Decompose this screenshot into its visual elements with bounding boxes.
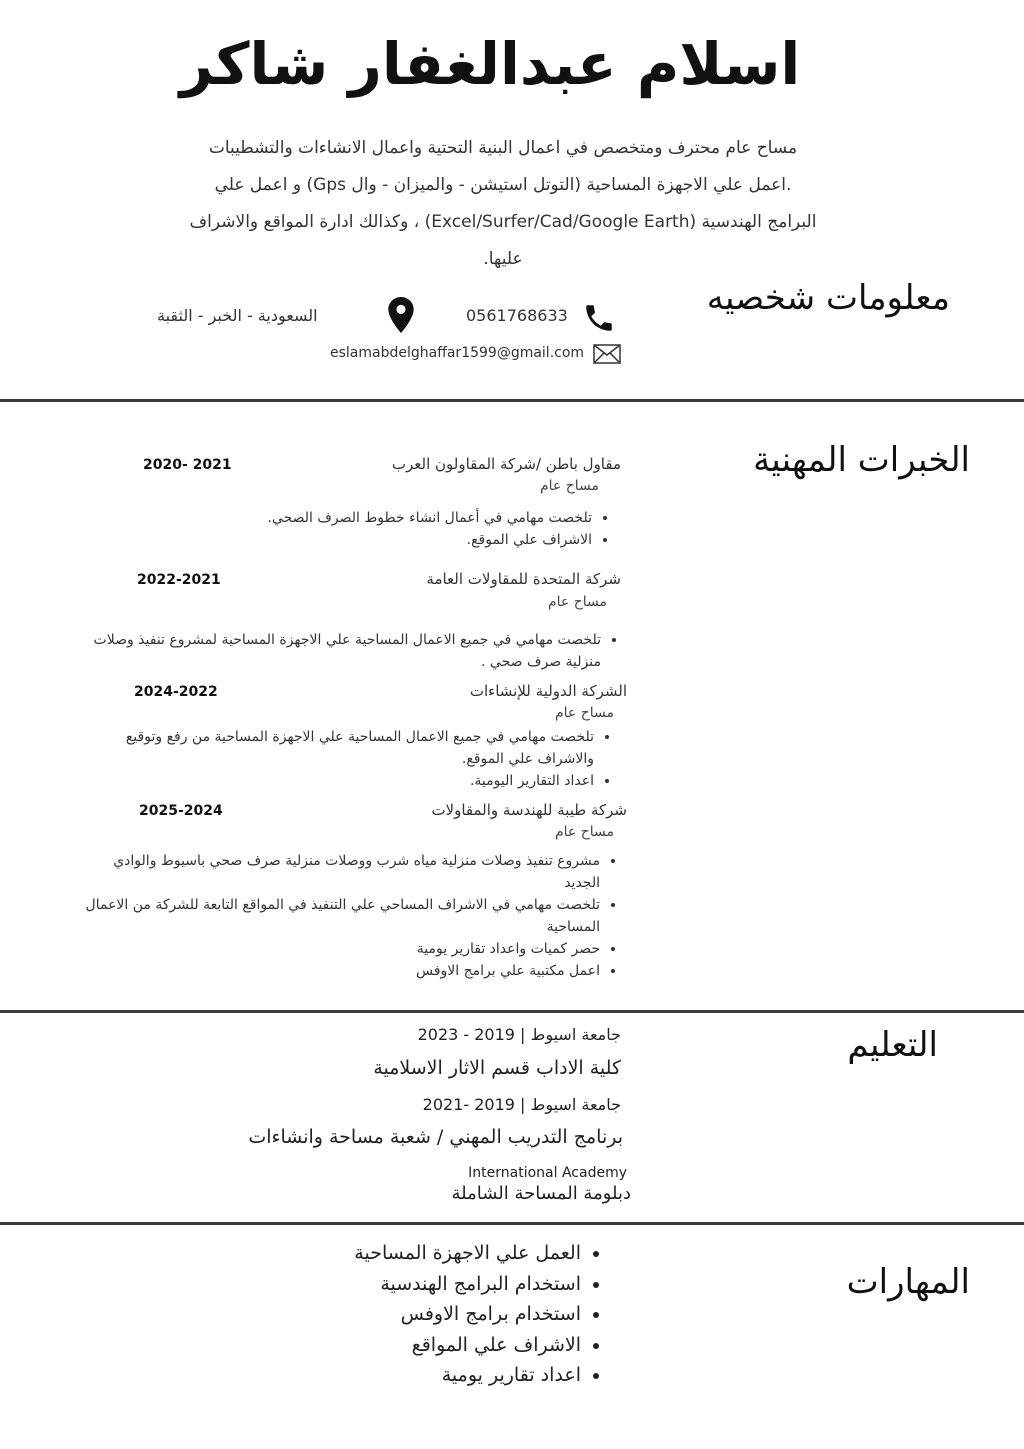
job-bullets bbox=[81, 629, 623, 673]
list-item: • حصر كميات واعداد تقارير يومية bbox=[80, 938, 600, 960]
section-divider bbox=[0, 1010, 1024, 1013]
education-school: International Academy bbox=[468, 1165, 627, 1181]
education-degree: كلية الاداب قسم الاثار الاسلامية bbox=[373, 1057, 621, 1079]
list-item: • استخدام برامج الاوفس bbox=[281, 1299, 581, 1330]
list-item: • تلخصت مهامي في أعمال انشاء خطوط الصرف الصحي. bbox=[212, 507, 592, 529]
education-degree: برنامج التدريب المهني / شعبة مساحة وانشاءات bbox=[248, 1126, 623, 1148]
location-text: السعودية - الخبر - الثقبة bbox=[157, 306, 318, 325]
list-item: • الاشراف علي الموقع. bbox=[212, 529, 592, 551]
job-bullets bbox=[212, 507, 614, 551]
job-role: مساح عام bbox=[539, 478, 599, 494]
location-pin-icon bbox=[388, 297, 414, 333]
list-item: • اعداد التقارير اليومية. bbox=[74, 770, 594, 792]
summary-line: البرامج الهندسية (Excel/Surfer/Cad/Google Earth) ، وكذالك ادارة المواقع والاشراف bbox=[189, 212, 817, 232]
list-item: • تلخصت مهامي في الاشراف المساحي علي التنفيذ في المواقع التابعة للشركة من الاعمال المساحية bbox=[80, 894, 600, 938]
phone-icon bbox=[582, 301, 616, 335]
job-company: شركة المتحدة للمقاولات العامة bbox=[426, 570, 621, 588]
list-item: • استخدام البرامج الهندسية bbox=[281, 1269, 581, 1300]
list-item: • اعداد تقارير يومية bbox=[281, 1360, 581, 1391]
phone-number[interactable]: 0561768633 bbox=[466, 306, 568, 325]
job-bullets bbox=[80, 850, 622, 982]
experience-title: الخبرات المهنية bbox=[753, 440, 970, 480]
summary-line: مساح عام محترف ومتخصص في اعمال البنية التحتية واعمال الانشاءات والتشطيبات bbox=[208, 138, 798, 158]
job-role: مساح عام bbox=[554, 824, 614, 840]
education-school: جامعة اسيوط | 2019 - 2023 bbox=[417, 1025, 621, 1044]
section-divider bbox=[0, 399, 1024, 402]
summary-line: .اعمل علي الاجهزة المساحية (التوتل استيشن - والميزان - وال Gps) و اعمل علي bbox=[214, 175, 792, 195]
education-degree: دبلومة المساحة الشاملة bbox=[451, 1183, 631, 1204]
envelope-icon bbox=[593, 344, 621, 364]
education-school: جامعة اسيوط | 2019 -2021 bbox=[422, 1095, 621, 1114]
job-role: مساح عام bbox=[554, 705, 614, 721]
list-item: • تلخصت مهامي في جميع الاعمال المساحية علي الاجهزة المساحية لمشروع تنفيذ وصلات منزلية صرف صحي . bbox=[81, 629, 601, 673]
skills-list bbox=[281, 1238, 607, 1391]
job-role: مساح عام bbox=[547, 594, 607, 610]
skills-title: المهارات bbox=[846, 1262, 970, 1302]
summary-line: عليها. bbox=[483, 249, 523, 269]
email-address[interactable]: eslamabdelghaffar1599@gmail.com bbox=[330, 345, 585, 361]
list-item: • العمل علي الاجهزة المساحية bbox=[281, 1238, 581, 1269]
job-bullets bbox=[74, 726, 616, 792]
profile-summary bbox=[150, 130, 856, 278]
job-company: مقاول باطن /شركة المقاولون العرب bbox=[391, 455, 621, 473]
job-dates: 2020- 2021 bbox=[143, 457, 232, 473]
list-item: • تلخصت مهامي في جميع الاعمال المساحية علي الاجهزة المساحية من رفع وتوقيع والاشراف علي الموقع. bbox=[74, 726, 594, 770]
job-dates: 2022-2021 bbox=[137, 572, 221, 588]
section-divider bbox=[0, 1222, 1024, 1225]
list-item: • مشروع تنفيذ وصلات منزلية مياه شرب ووصلات منزلية صرف صحي باسيوط والوادي الجديد bbox=[80, 850, 600, 894]
job-dates: 2024-2022 bbox=[134, 684, 218, 700]
education-title: التعليم bbox=[847, 1025, 938, 1065]
job-company: الشركة الدولية للإنشاءات bbox=[469, 682, 627, 700]
list-item: • الاشراف علي المواقع bbox=[281, 1330, 581, 1361]
full-name: اسلام عبدالغفار شاكر bbox=[179, 30, 801, 98]
personal-info-title: معلومات شخصيه bbox=[706, 278, 950, 318]
list-item: • اعمل مكتبية علي برامج الاوفس bbox=[80, 960, 600, 982]
job-company: شركة طيبة للهندسة والمقاولات bbox=[431, 801, 627, 819]
job-dates: 2025-2024 bbox=[139, 803, 223, 819]
